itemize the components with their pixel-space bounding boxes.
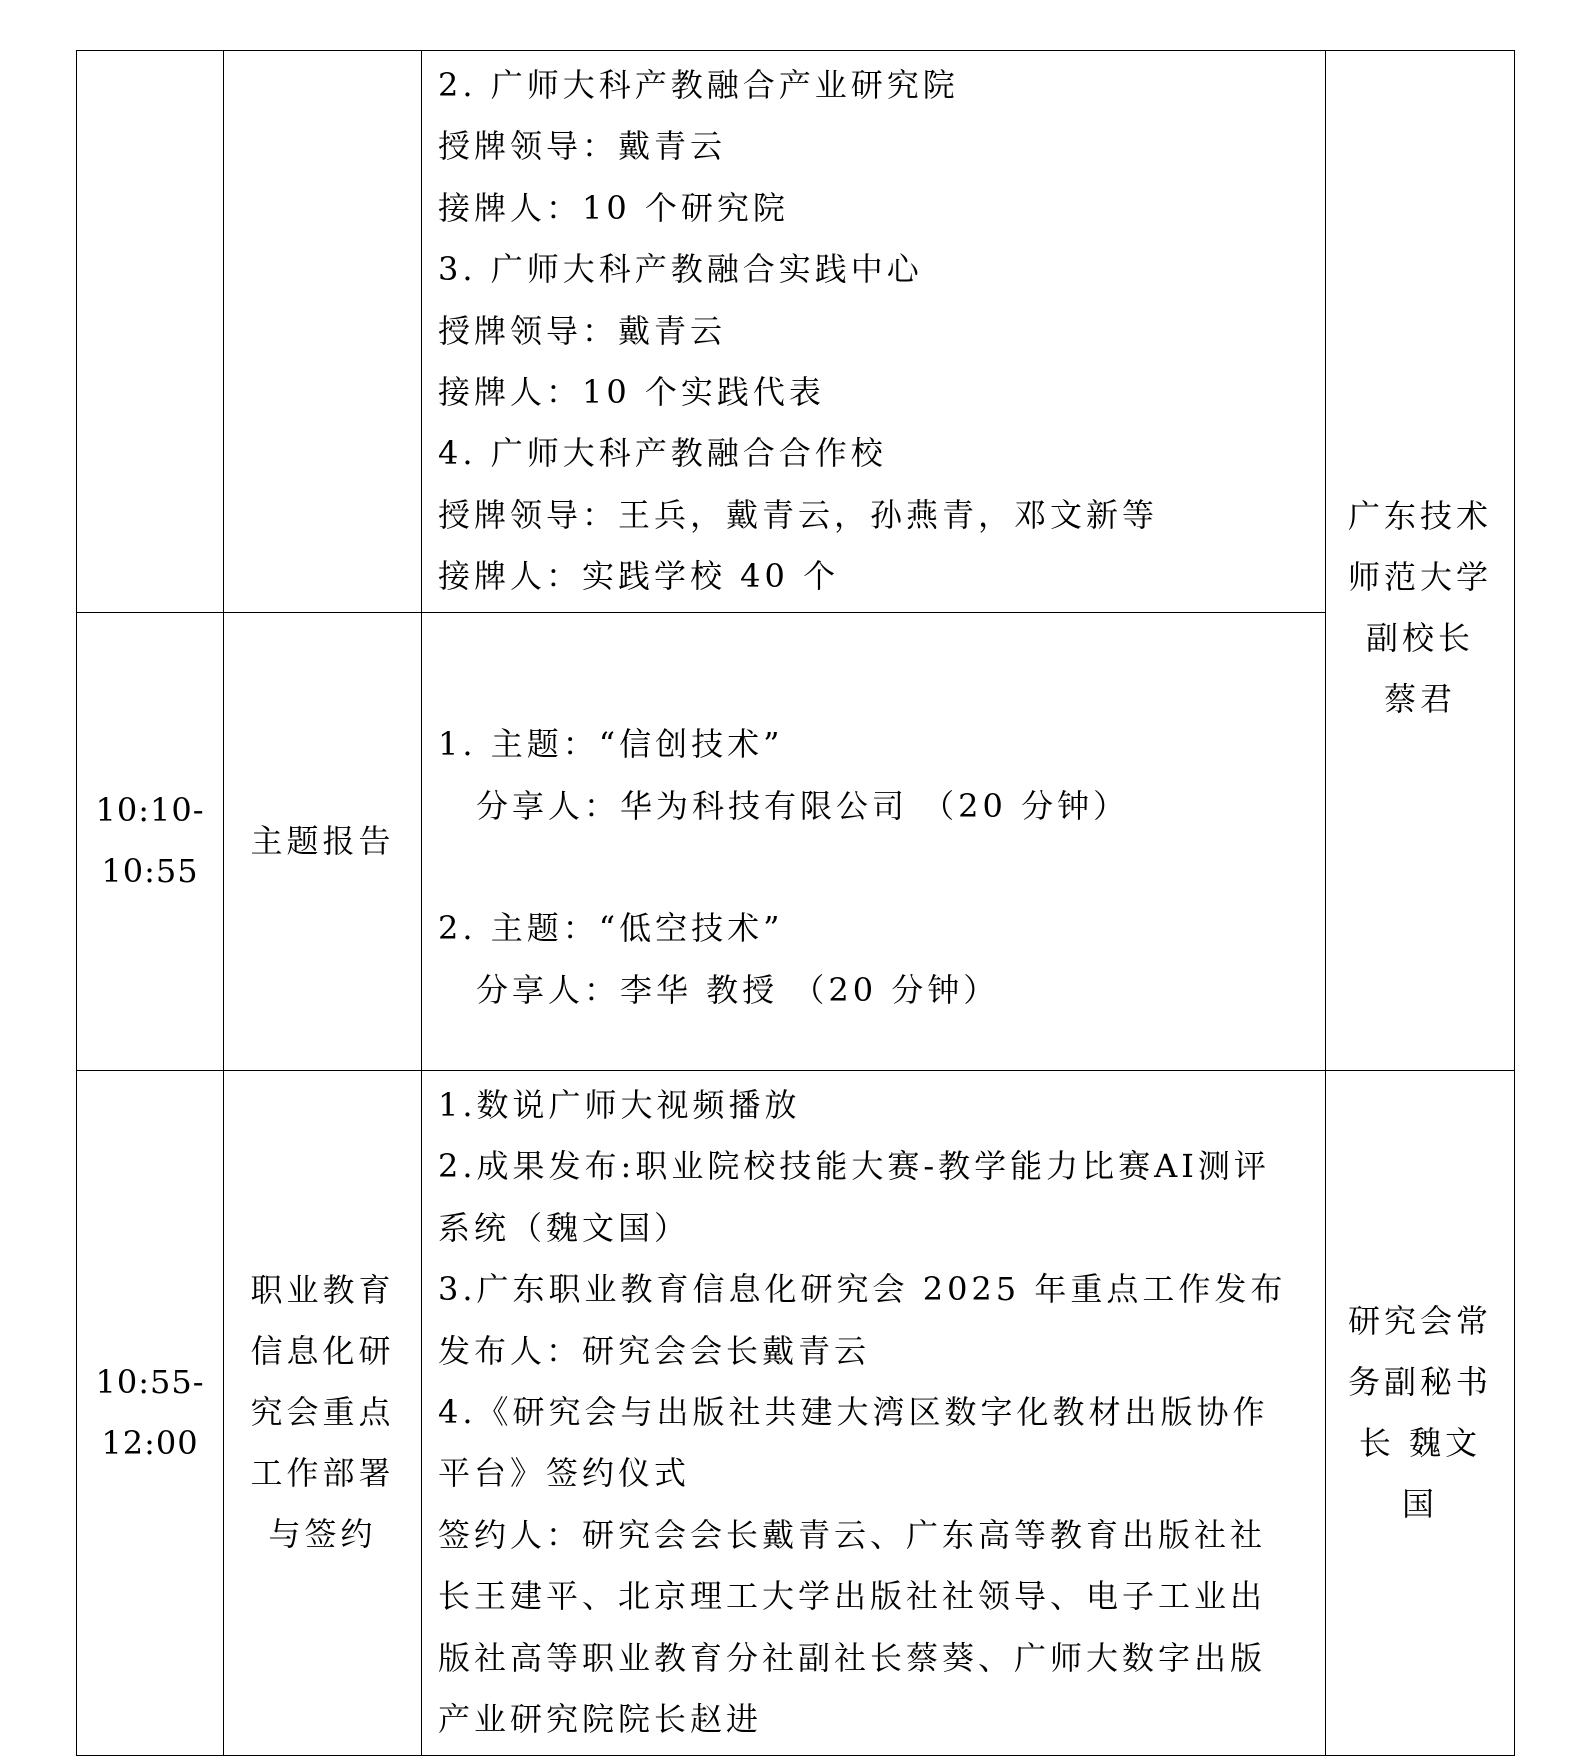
content-line: 授牌领导：戴青云 (438, 127, 727, 166)
content-line: 授牌领导：戴青云 (438, 311, 727, 350)
agenda-item-cell (224, 1070, 422, 1755)
content-line: 4.《研究会与出版社共建大湾区数字化教材出版协作 (438, 1392, 1269, 1431)
content-line: 2.成果发布:职业院校技能大赛-教学能力比赛AI测评 (438, 1147, 1270, 1186)
content-line: 系统（魏文国） (438, 1208, 691, 1247)
time-start: 10:55- (95, 1362, 205, 1401)
agenda-item-cell (224, 612, 422, 1070)
content-line: 产业研究院院长赵进 (438, 1699, 763, 1738)
content-line: 2. 广师大科产教融合产业研究院 (438, 66, 959, 104)
host-line: 副校长 (1365, 619, 1474, 658)
schedule-table (76, 50, 1515, 1756)
content-line: 授牌领导：王兵，戴青云，孙燕青，邓文新等 (438, 495, 1159, 534)
table-row (77, 1070, 1515, 1755)
host-line: 务副秘书 (1347, 1362, 1492, 1401)
time-end: 12:00 (101, 1423, 199, 1462)
content-line: 平台》签约仪式 (438, 1454, 691, 1493)
content-line: 发布人：研究会会长戴青云 (438, 1331, 871, 1370)
content-cell (422, 51, 1326, 613)
time-cell (77, 612, 224, 1070)
agenda-item-cell (224, 51, 422, 613)
host-cell (1326, 51, 1515, 1071)
content-line: 3. 广师大科产教融合实践中心 (438, 250, 923, 289)
host-line: 蔡君 (1383, 680, 1456, 719)
content-cell (422, 1070, 1326, 1755)
host-line: 师范大学 (1347, 558, 1492, 597)
host-cell (1326, 1070, 1515, 1755)
content-line: 1.数说广师大视频播放 (438, 1085, 801, 1124)
content-line: 分享人：李华 教授 （20 分钟） (476, 970, 1000, 1009)
content-line: 1. 主题：“信创技术” (438, 725, 784, 764)
content-line: 4. 广师大科产教融合合作校 (438, 434, 887, 473)
host-line: 广东技术 (1347, 497, 1492, 536)
content-line: 接牌人：实践学校 40 个 (438, 557, 840, 596)
time-cell (77, 1070, 224, 1755)
content-line: 版社高等职业教育分社副社长蔡葵、广师大数字出版 (438, 1638, 1267, 1677)
content-cell (422, 612, 1326, 1070)
time-start: 10:10- (95, 791, 205, 830)
content-line: 接牌人：10 个实践代表 (438, 373, 825, 412)
agenda-item-line: 与签约 (268, 1515, 377, 1554)
content-line: 长王建平、北京理工大学出版社社领导、电子工业出 (438, 1577, 1267, 1616)
host-line: 国 (1401, 1484, 1438, 1523)
host-line: 研究会常 (1347, 1301, 1492, 1340)
table-row (77, 612, 1515, 1070)
agenda-item-line: 究会重点 (250, 1393, 395, 1432)
agenda-item-line: 信息化研 (250, 1332, 395, 1371)
content-line: 分享人：华为科技有限公司 （20 分钟） (476, 786, 1130, 825)
agenda-item-line: 工作部署 (250, 1454, 395, 1493)
time-end: 10:55 (101, 852, 199, 891)
agenda-item-line: 主题报告 (250, 821, 395, 860)
content-line: 签约人：研究会会长戴青云、广东高等教育出版社社 (438, 1515, 1267, 1554)
time-cell (77, 51, 224, 613)
table-row (77, 51, 1515, 613)
content-line: 2. 主题：“低空技术” (438, 909, 784, 948)
host-line: 长 魏文 (1358, 1423, 1482, 1462)
spacer (438, 837, 1315, 898)
content-line: 接牌人：10 个研究院 (438, 188, 789, 227)
content-line: 3.广东职业教育信息化研究会 2025 年重点工作发布 (438, 1270, 1287, 1309)
agenda-item-line: 职业教育 (250, 1271, 395, 1310)
